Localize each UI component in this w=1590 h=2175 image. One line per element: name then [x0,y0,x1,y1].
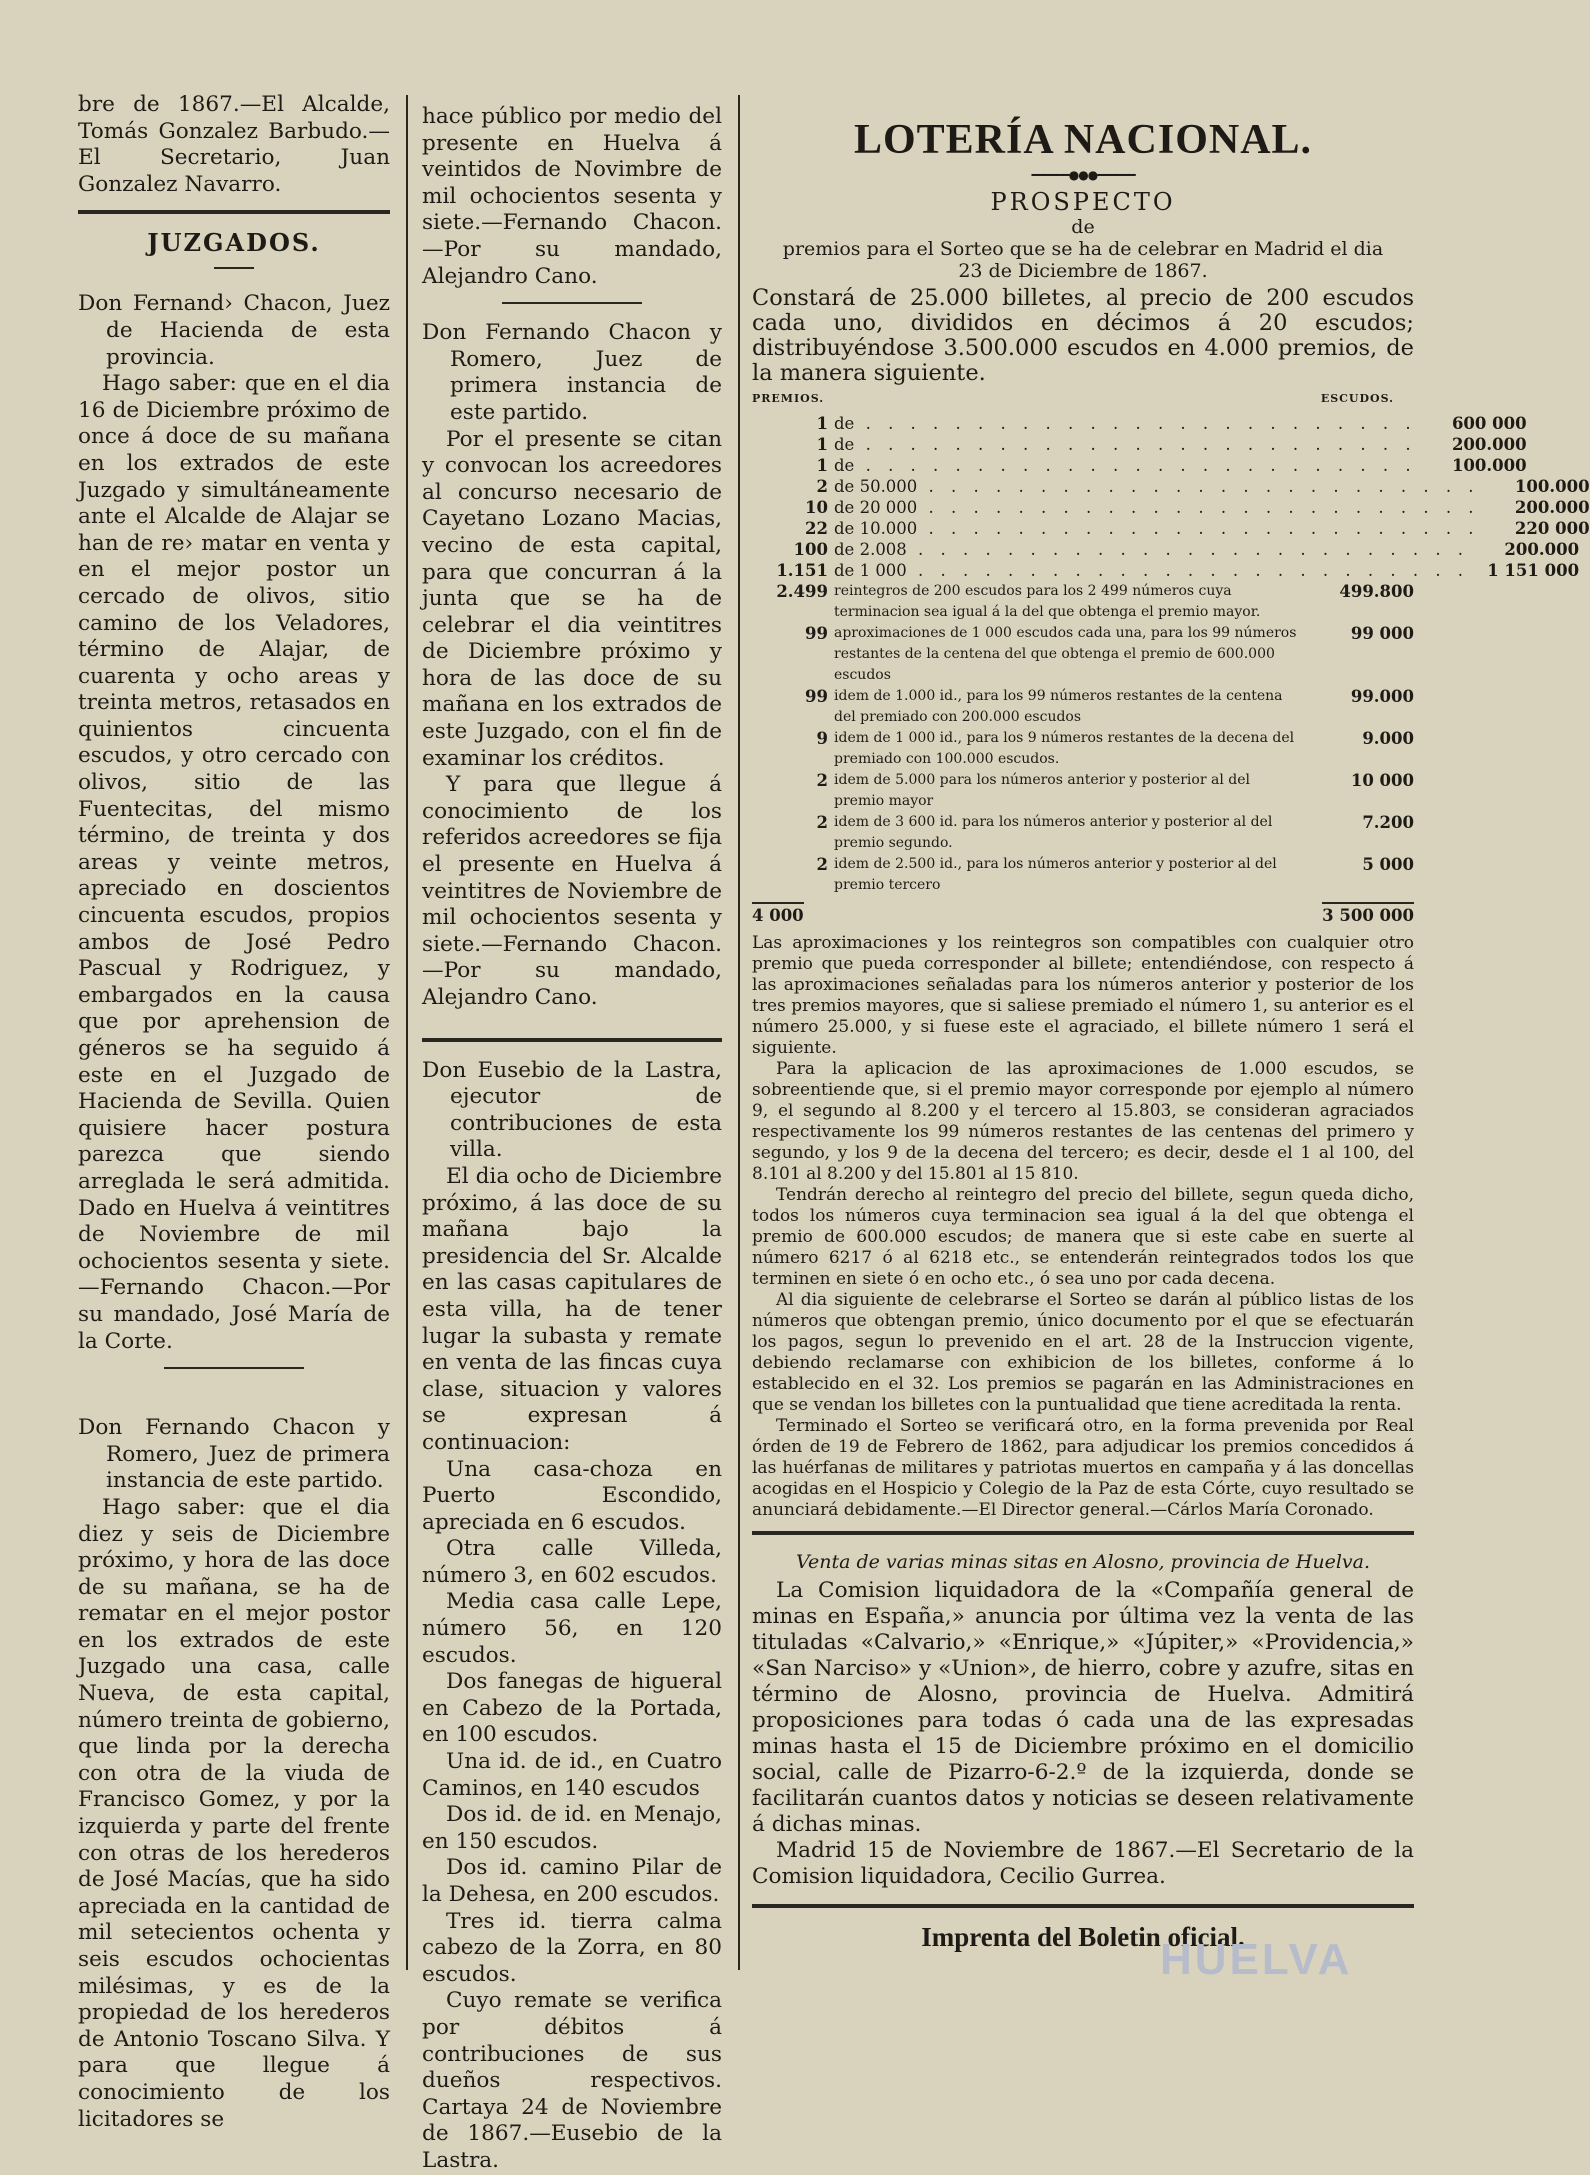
prize-row [752,623,1414,686]
prize-quantity: 99 [805,687,828,706]
column-1 [78,92,390,2133]
notice-a-body: Hago saber: que en el dia 16 de Diciembre próximo de once á doce de su mañana en los extrados de este Juzgado y simultáneamente ante el Alcalde de Alajar se han de re› matar en venta y en el mejor postor un cercado de olivos, sitio camino de los Veladores, término de Alajar, de cuarenta y ocho areas y treinta metros, retasados en quinientos cincuenta escudos, y otro cercado con olivos, sitio de las Fuentecitas, del mismo término, de treinta y dos areas y veinte metros, apreciado en doscientos cincuenta escudos, propios ambos de José Pedro Pascual y Rodriguez, y embargados en la causa que por aprehension de géneros se ha seguido á este en el Juzgado de Hacienda de Sevilla. Quien quisiere hacer postura parezca que siendo arreglada le será admitida. Dado en Huelva á veintitres de Noviembre de mil ochocientos sesenta y siete.—Fernando Chacon.—Por su mandado, José María de la Corte. [78,371,390,1354]
prize-value: 100.000 [1514,477,1590,496]
prize-value: 600 000 [1451,414,1527,433]
section-rule [422,1038,722,1042]
prize-description [834,539,1469,560]
notice-b-header: Don Fernando Chacon y Romero, Juez de primera instancia de este partido. [78,1415,390,1494]
prize-description-text: de 50.000 [834,477,918,496]
leader-dots: . . . . . . . . . . . . . . . . . . . . . . . . . [854,456,1417,475]
prize-quantity: 2 [816,771,828,790]
prize-row [752,686,1414,728]
prize-description [834,686,1304,728]
prize-description [834,854,1304,896]
prize-quantity: 22 [805,519,828,538]
imprenta-footer: Imprenta del Boletin oficial. [921,1921,1245,1952]
lottery-note: Para la aplicacion de las aproximaciones de 1.000 escudos, se sobreentiende que, si el premio mayor corresponde por ejemplo al número 9, el segundo al 8.200 y el tercero al 15.803, se consideran agraciados respectivamente los 99 números restantes de las centenas del primero y segundo, y los 9 de la decena del tercero; es decir, desde el 1 al 100, del 8.101 al 8.200 y del 15.801 al 15 810. [752,1059,1414,1184]
prize-quantity: 1 [816,456,828,475]
notice-d-paragraph: El dia ocho de Diciembre próximo, á las doce de su mañana bajo la presidencia del Sr. Alcalde en las casas capitulares de esta villa, ha de tener lugar la subasta y remate en venta de las fincas cuya clase, situacion y valores se expresan á continuacion: [422,1163,722,1455]
prize-table [752,413,1590,896]
property-item: Una casa-choza en Puerto Escondido, apreciada en 6 escudos. [422,1456,722,1535]
prize-total-count: 4 000 [752,902,804,925]
prize-description-text: aproximaciones de 1 000 escudos cada una, para los 99 números restantes de la centena del que obtenga el premio de 600.000 escudos [834,625,1297,683]
prize-quantity: 10 [805,498,828,517]
prize-description [834,497,1480,518]
separator-rule [164,1367,304,1369]
prize-description-text: de 1 000 [834,561,907,580]
property-item: Otra calle Villeda, número 3, en 602 escudos. [422,1536,722,1588]
prize-quantity: 9 [816,729,828,748]
prospecto-de: de [1071,216,1095,238]
prize-description [834,455,1417,476]
prize-description [834,623,1304,686]
prize-quantity: 2.499 [776,582,828,601]
section-heading-juzgados: JUZGADOS. [147,228,321,258]
huelva-watermark: HUELVA [1160,1935,1353,1984]
section-rule [752,1904,1414,1908]
column-2 [422,104,722,2175]
ornament-rule-icon: ━━━━━━●●●━━━━━━ [1031,168,1135,182]
property-item: Dos fanegas de higueral en Cabezo de la Portada, en 100 escudos. [422,1669,722,1748]
prize-description-text: de 10.000 [834,519,918,538]
property-item: Media casa calle Lepe, número 56, en 120 escudos. [422,1589,722,1668]
prize-description-text: de 20 000 [834,498,918,517]
prize-quantity: 1.151 [776,561,828,580]
notice-d-closing: Cuyo remate se verifica por débitos á contribuciones de sus dueños respectivos. Cartaya 24 de Noviembre de 1867.—Eusebio de la Lastra. [422,1988,722,2173]
leader-dots: . . . . . . . . . . . . . . . . . . . . . . . . . [917,519,1480,538]
lottery-note: Las aproximaciones y los reintegros son compatibles con cualquier otro premio que pueda corresponder al billete; entendiéndose, con respecto á las aproximaciones señaladas para los números anterior y posterior de los tres premios mayores, que si saliese premiado el número 1, su anterior es el número 25.000, y si fuese este el agraciado, el billete número 1 será el siguiente. [752,933,1414,1058]
prospecto-subtitle: premios para el Sorteo que se ha de celebrar en Madrid el dia 23 de Diciembre de 1867. [782,238,1384,282]
prize-column-header: PREMIOS. [752,392,825,405]
notice-a-header: Don Fernand› Chacon, Juez de Hacienda de esta provincia. [78,291,390,370]
prize-table-header [752,392,1414,405]
prize-quantity: 2 [816,855,828,874]
prize-value: 200.000 [1451,435,1527,454]
lottery-note: Terminado el Sorteo se verificará otro, en la forma prevenida por Real órden de 19 de Febrero de 1862, para adjudicar los premios concedidos á las huérfanas de militares y patriotas muertos en campaña y á las doncellas acogidas en el Hospicio y Colegio de la Paz de esta Córte, cuyo resultado se anunciará debidamente.—El Director general.—Cárlos María Coronado. [752,1416,1414,1520]
leader-dots: . . . . . . . . . . . . . . . . . . . . . . . . . [917,477,1480,496]
prize-description-text: reintegros de 200 escudos para los 2 499 números cuya terminacion sea igual á la del que obtenga el premio mayor. [834,583,1261,620]
column-rule-1 [406,95,408,1970]
column-3 [752,96,1590,1953]
prize-description-text: de [834,456,855,475]
prize-value: 99 000 [1350,624,1414,643]
prize-total-value: 3 500 000 [1322,902,1414,925]
loteria-title: LOTERÍA NACIONAL. [853,117,1313,163]
prize-quantity: 2 [816,477,828,496]
leader-dots: . . . . . . . . . . . . . . . . . . . . . . . . . [906,540,1470,559]
prize-description-text: idem de 1.000 id., para los 99 números restantes de la centena del premiado con 200.000 escudos [834,688,1283,725]
prize-description [834,770,1304,812]
prize-quantity: 100 [793,540,828,559]
prize-row [752,560,1580,581]
property-item: Dos id. de id. en Menajo, en 150 escudos. [422,1802,722,1854]
column-rule-2 [738,95,740,1970]
prize-row [752,581,1414,623]
prize-description-text: idem de 5.000 para los números anterior y posterior al del premio mayor [834,772,1250,809]
mines-title: Venta de varias minas sitas en Alosno, provincia de Huelva. [795,1551,1371,1573]
lottery-note: Al dia siguiente de celebrarse el Sorteo se darán al público listas de los números que obtengan premio, único documento por el que se efectuarán los pagos, segun lo prevenido en el art. 28 de la Instruccion vigente, debiendo reclamarse con exhibicion de los billetes, conforme á lo establecido en el 32. Los premios se pagarán en las Administraciones en que se vendan los billetes con la puntualidad que tiene acreditada la renta. [752,1290,1414,1415]
prospecto-heading: PROSPECTO [990,188,1176,216]
prize-value: 5 000 [1362,855,1414,874]
mines-paragraph: La Comision liquidadora de la «Compañía general de minas en España,» anuncia por última vez la venta de las tituladas «Calvario,» «Enrique,» «Júpiter,» «Providencia,» «San Narciso» y «Union», de hierro, cobre y azufre, sitas en término de Alosno, provincia de Huelva. Admitirá proposiciones para todas ó cada una de las expresadas minas hasta el 15 de Diciembre próximo en el domicilio social, calle de Pizarro-6-2.º de la izquierda, donde se facilitarán cuantos datos y noticias se deseen relativamente á dichas minas. [752,1577,1414,1837]
prize-row [752,770,1414,812]
prize-value: 220 000 [1514,519,1590,538]
separator-rule [502,302,642,304]
prize-value: 99.000 [1350,687,1414,706]
prize-description [834,434,1417,455]
prize-row [752,434,1527,455]
notice-c-header: Don Fernando Chacon y Romero, Juez de primera instancia de este partido. [422,320,722,425]
prize-quantity: 99 [805,624,828,643]
notice-c-paragraph: Y para que llegue á conocimiento de los referidos acreedores se fija el presente en Huelva á veintitres de Noviembre de mil ochocientos sesenta y siete.—Fernando Chacon.—Por su mandado, Alejandro Cano. [422,772,722,1010]
prize-description-text: de [834,414,855,433]
prize-description-text: idem de 3 600 id. para los números anterior y posterior al del premio segundo. [834,814,1273,851]
prize-description-text: de [834,435,855,454]
prize-description-text: idem de 2.500 id., para los números anterior y posterior al del premio tercero [834,856,1277,893]
notice-c-paragraph: Por el presente se citan y convocan los acreedores al concurso necesario de Cayetano Lozano Macias, vecino de esta capital, para que concurran á la junta que se ha de celebrar el dia veintitres de Diciembre próximo y hora de las doce de su mañana en los extrados de este Juzgado, con el fin de examinar los créditos. [422,426,722,771]
prize-row [752,518,1590,539]
prize-row [752,497,1590,518]
prize-value: 499.800 [1339,582,1414,601]
prize-quantity: 2 [816,813,828,832]
column-1-continuation: bre de 1867.—El Alcalde, Tomás Gonzalez Barbudo.— El Secretario, Juan Gonzalez Navarro. [78,92,390,197]
prize-total-row [752,902,1414,925]
escudos-column-header: ESCUDOS. [1320,392,1394,405]
prize-value: 100.000 [1451,456,1527,475]
prize-row [752,413,1527,434]
mines-signature: Madrid 15 de Noviembre de 1867.—El Secretario de la Comision liquidadora, Cecilio Gurrea. [752,1837,1414,1889]
prize-value: 1 151 000 [1487,561,1580,580]
prize-description [834,476,1480,497]
lottery-note: Tendrán derecho al reintegro del precio del billete, segun queda dicho, todos los números cuya terminacion sea igual á la del que obtenga el premio de 600.000 escudos; de manera que si este cabe en suerte al número 6217 ó al 6218 etc., se entenderán reintegrados todos los que terminen en siete ó en ocho etc., ó sea uno por cada decena. [752,1185,1414,1289]
prize-description-text: idem de 1 000 id., para los 9 números restantes de la decena del premiado con 100.000 escudos. [834,730,1295,767]
leader-dots: . . . . . . . . . . . . . . . . . . . . . . . . . [906,561,1470,580]
prize-row [752,476,1590,497]
prize-description [834,812,1304,854]
prize-description [834,728,1304,770]
prize-row [752,812,1414,854]
leader-dots: . . . . . . . . . . . . . . . . . . . . . . . . . [854,435,1417,454]
prize-row [752,455,1527,476]
leader-dots: . . . . . . . . . . . . . . . . . . . . . . . . . [917,498,1480,517]
lottery-intro: Constará de 25.000 billetes, al precio de 200 escudos cada uno, divididos en décimos á 20 escudos; distribuyéndose 3.500.000 escudos en 4.000 premios, de la manera siguiente. [752,285,1414,386]
property-item: Dos id. camino Pilar de la Dehesa, en 200 escudos. [422,1855,722,1907]
prize-row [752,854,1414,896]
section-rule [752,1531,1414,1535]
column-2-continuation: hace público por medio del presente en Huelva á veintidos de Novimbre de mil ochocientos sesenta y siete.—Fernando Chacon.—Por su mandado, Alejandro Cano. [422,104,722,289]
notice-b-body: Hago saber: que el dia diez y seis de Diciembre próximo, y hora de las doce de su mañana, se ha de rematar en el mejor postor en los extrados de este Juzgado una casa, calle Nueva, de esta capital, número treinta de gobierno, que linda por la derecha con otra de la viuda de Francisco Gomez, y por la izquierda y parte del frente con otras de los herederos de José Macías, que ha sido apreciada en la cantidad de mil setecientos ochenta y seis escudos ochocientas milésimas, y es de la propiedad de los herederos de Antonio Toscano Silva. Y para que llegue á conocimiento de los licitadores se [78,1494,390,2132]
prize-description [834,560,1469,581]
prize-row [752,539,1580,560]
prize-value: 200.000 [1514,498,1590,517]
prize-description [834,413,1417,434]
prize-quantity: 1 [816,414,828,433]
short-rule [214,267,254,269]
property-item: Tres id. tierra calma cabezo de la Zorra, en 80 escudos. [422,1908,722,1987]
prize-value: 200.000 [1504,540,1580,559]
prize-value: 10 000 [1350,771,1414,790]
prize-value: 7.200 [1362,813,1414,832]
prize-quantity: 1 [816,435,828,454]
notice-d-header: Don Eusebio de la Lastra, ejecutor de contribuciones de esta villa. [422,1057,722,1163]
prize-description-text: de 2.008 [834,540,907,559]
prize-value: 9.000 [1362,729,1414,748]
prize-row [752,728,1414,770]
section-rule [78,210,390,214]
property-item: Una id. de id., en Cuatro Caminos, en 140 escudos [422,1749,722,1801]
prize-description [834,518,1480,539]
prize-description [834,581,1304,623]
leader-dots: . . . . . . . . . . . . . . . . . . . . . . . . . [854,414,1417,433]
